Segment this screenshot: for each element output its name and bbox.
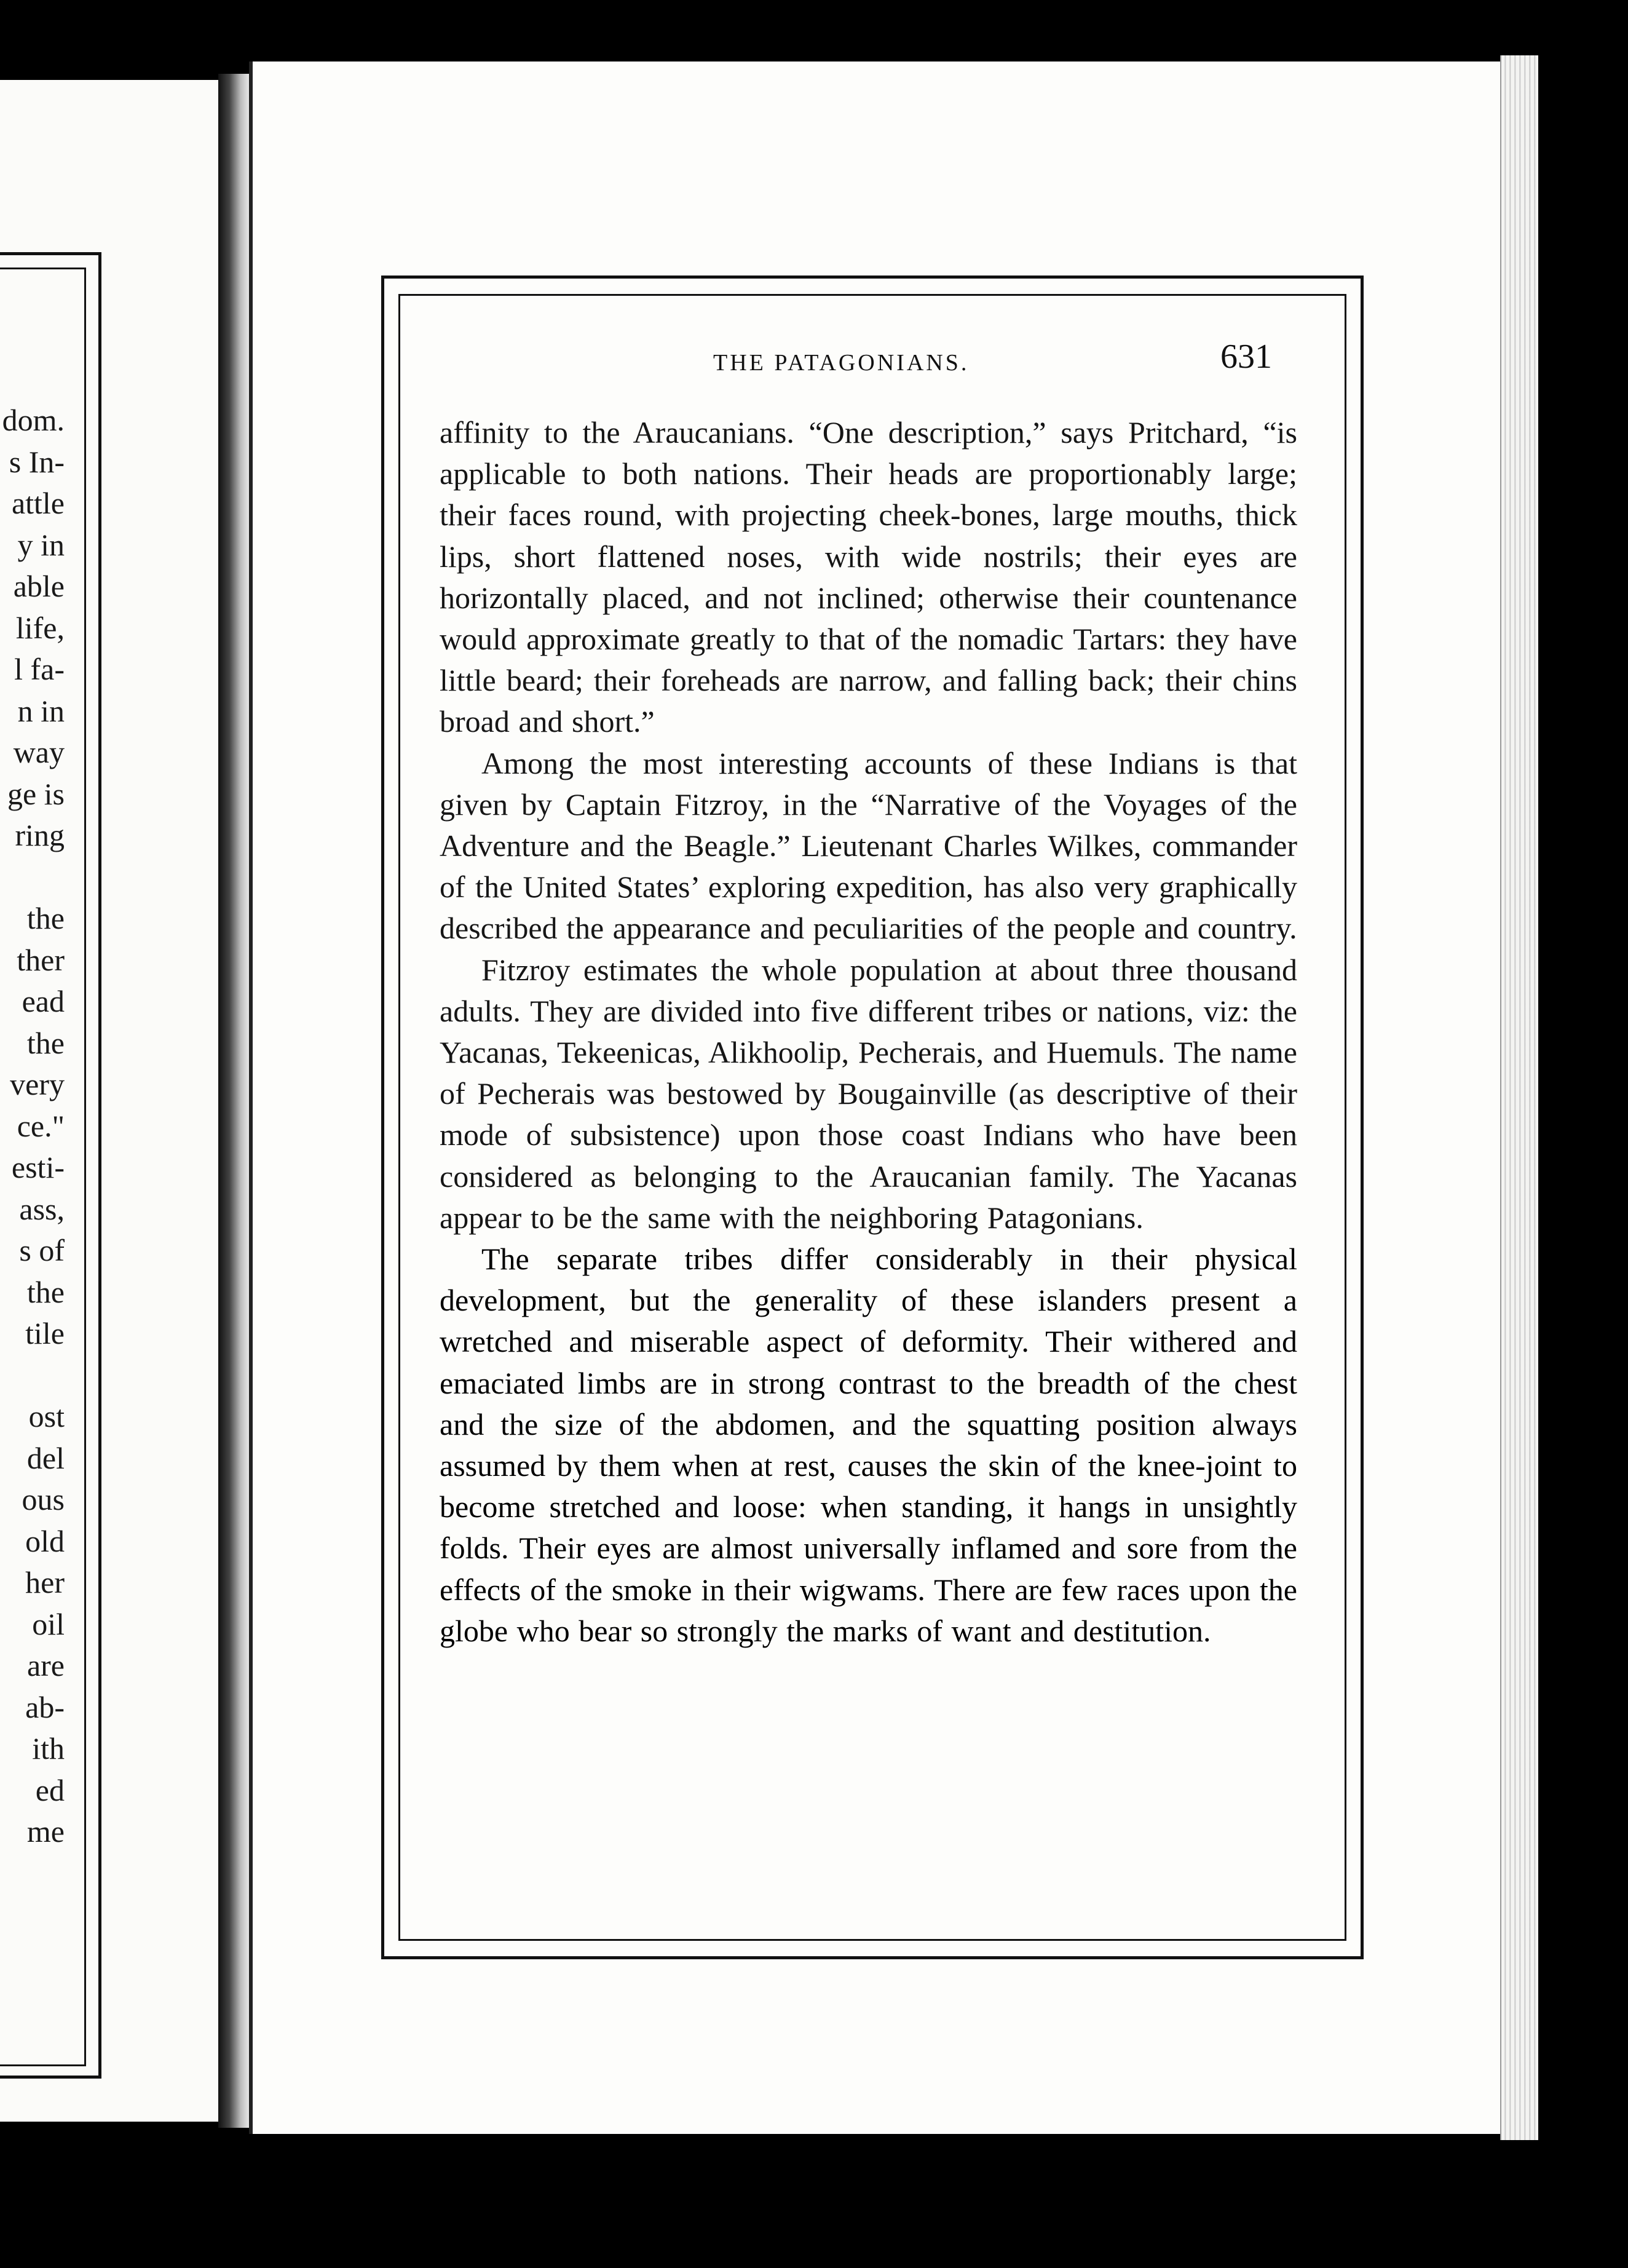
left-fragment: ge is — [7, 776, 65, 811]
left-fragment: ith — [32, 1731, 65, 1766]
left-fragment: the — [26, 1025, 65, 1060]
left-fragment: are — [26, 1648, 65, 1683]
left-fragment: the — [26, 901, 65, 935]
running-head: THE PATAGONIANS. — [713, 350, 970, 376]
left-fragment: the — [26, 1274, 65, 1309]
left-fragment: life, — [15, 610, 65, 645]
left-fragment: dom. — [2, 403, 65, 437]
body-text — [440, 412, 1297, 1652]
page-edges — [1500, 55, 1538, 2140]
left-fragment: ass, — [19, 1191, 65, 1226]
left-fragment: y in — [17, 527, 65, 562]
left-fragment: her — [25, 1565, 65, 1600]
left-fragment: able — [13, 569, 65, 603]
left-fragment: s In- — [9, 444, 65, 479]
left-fragment — [0, 1355, 65, 1397]
left-fragment: ost — [28, 1399, 65, 1433]
left-fragment: ab- — [25, 1689, 65, 1724]
left-fragment: attle — [11, 486, 65, 520]
paragraph: The separate tribes differ considerably in their physical development, but the generality of these islanders present a wretched and miserable aspect of deformity. Their withered and emaciated limbs are in strong contrast to the breadth of the chest and the size of the abdomen, and the squatting position always assumed by them when at rest, causes the skin of the knee-joint to become stretched and loose: when standing, it hangs in unsightly folds. Their eyes are almost universally inflamed and sore from the effects of the smoke in their wigwams. There are few races upon the globe who bear so strongly the marks of want and destitution. — [440, 1242, 1297, 1648]
left-facing-page — [0, 80, 221, 2122]
left-fragment: ous — [22, 1482, 65, 1517]
left-fragment: very — [10, 1067, 65, 1101]
book-gutter — [218, 74, 250, 2128]
left-page-text-fragments — [0, 400, 65, 1853]
page-number: 631 — [1220, 338, 1272, 376]
left-fragment: ce." — [17, 1108, 65, 1143]
left-fragment: ed — [35, 1772, 65, 1807]
left-fragment: tile — [25, 1316, 65, 1350]
left-fragment: del — [26, 1440, 65, 1475]
paragraph-continuation: affinity to the Araucanians. “One description,” says Pritchard, “is applicable to both nations. Their heads are proportionably large; their faces round, with projecting cheek-bones, large mouths, thick lips, short flattened noses, with wide nostrils; their eyes are horizontally placed, and not inclined; otherwise their countenance would approximate greatly to that of the nomadic Tartars: they have little beard; their foreheads are narrow, and falling back; their chins broad and short.” — [440, 415, 1297, 739]
left-fragment: me — [26, 1814, 65, 1849]
left-fragment: l fa- — [14, 652, 65, 686]
left-fragment: ther — [17, 942, 65, 977]
paragraph: Fitzroy estimates the whole population at about three thousand adults. They are divided into five different tribes or nations, viz: the Yacanas, Tekeenicas, Alikhoolip, Pecherais, and Huemuls. The name of Pecherais was bestowed by Bougainville (as descriptive of their mode of subsistence) upon those coast Indians who have been considered as belonging to the Araucanian family. The Yacanas appear to be the same with the neighboring Patagonians. — [440, 952, 1297, 1235]
left-fragment: old — [25, 1523, 65, 1558]
left-fragment: n in — [17, 693, 65, 728]
paragraph: Among the most interesting accounts of these Indians is that given by Captain Fitzroy, in the “Narrative of the Voyages of the Adventure and the Beagle.” Lieutenant Charles Wilkes, commander of the United States’ exploring expedition, has also very graphically described the appearance and peculiarities of the people and country. — [440, 745, 1297, 946]
left-fragment: ring — [15, 818, 65, 852]
left-fragment: s of — [19, 1233, 65, 1267]
left-fragment — [0, 857, 65, 898]
left-fragment: way — [13, 735, 65, 769]
left-fragment: oil — [32, 1606, 65, 1641]
left-fragment: esti- — [11, 1150, 65, 1184]
left-fragment: ead — [22, 984, 65, 1018]
